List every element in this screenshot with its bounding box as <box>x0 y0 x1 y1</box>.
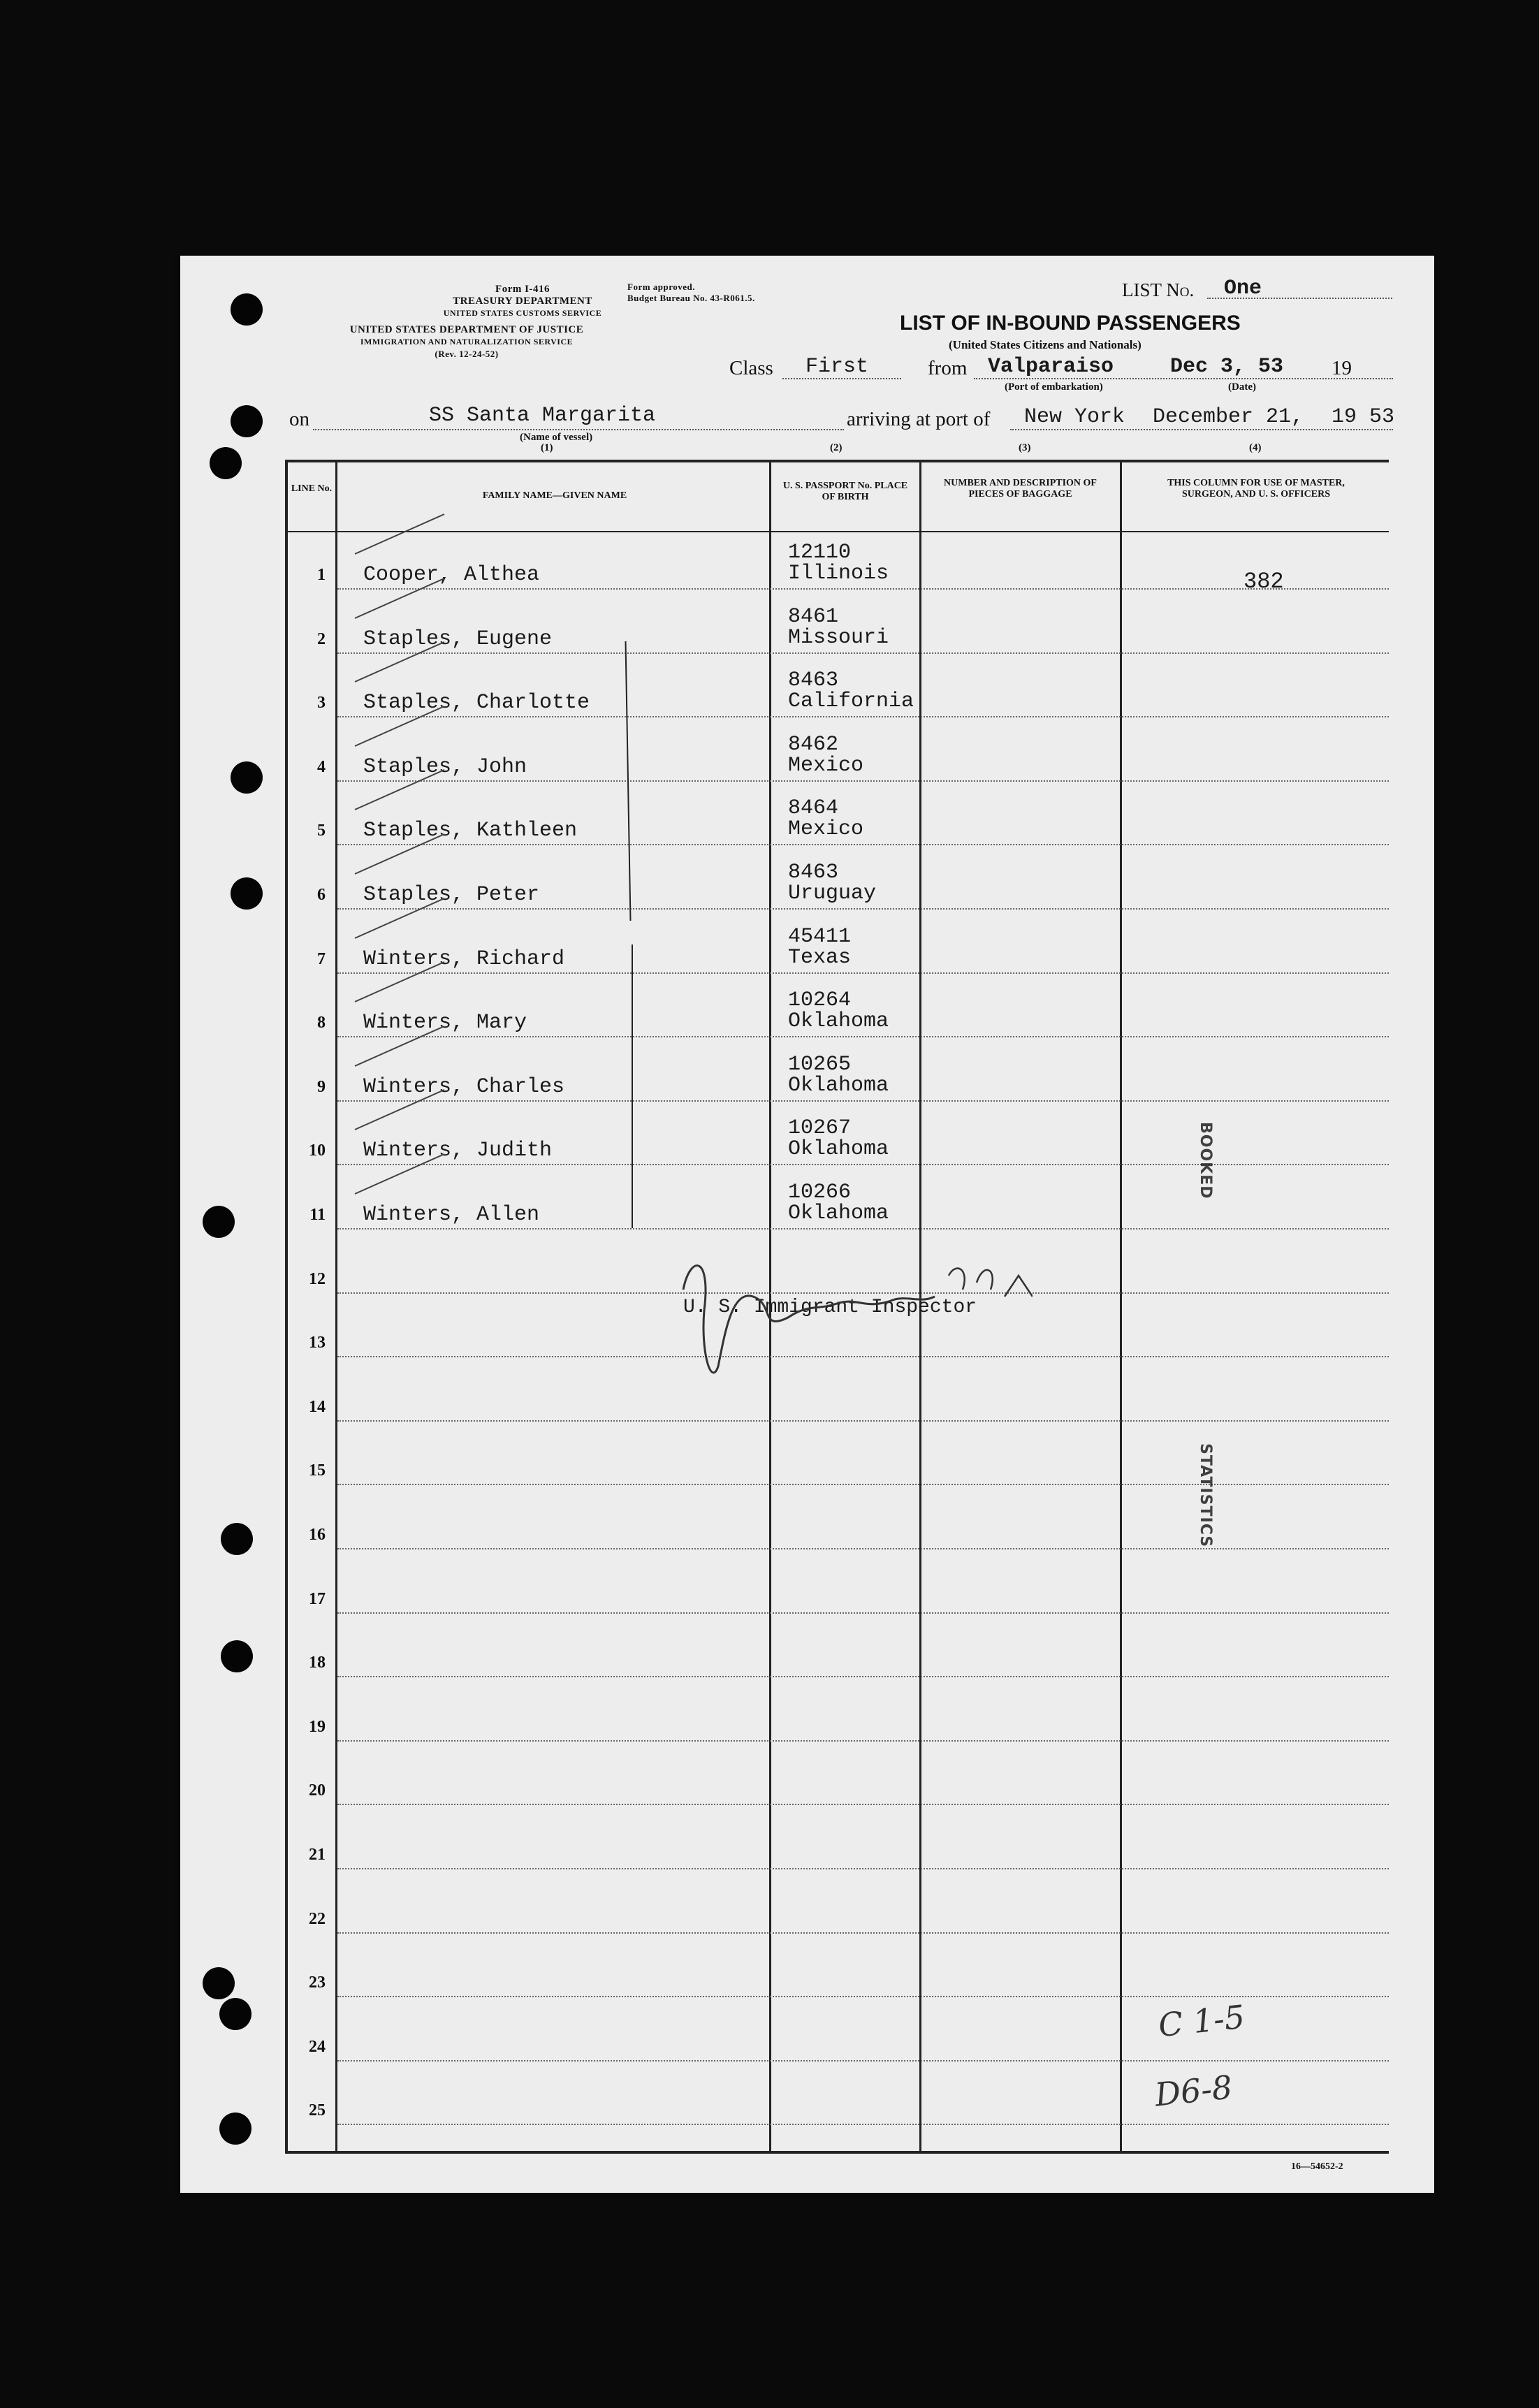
budget-bureau: Budget Bureau No. 43-R061.5. <box>627 293 755 303</box>
family-bracket-winters <box>632 944 633 1228</box>
place-of-birth: Missouri <box>788 626 889 650</box>
row-rule <box>337 1676 1389 1677</box>
passport-number: 8461 <box>788 605 839 629</box>
place-of-birth: Mexico <box>788 817 864 841</box>
passenger-name: Winters, Richard <box>363 947 565 971</box>
line-number: 15 <box>309 1461 326 1480</box>
line-number: 21 <box>309 1846 326 1864</box>
row-rule <box>337 1100 1389 1102</box>
passenger-name: Winters, Mary <box>363 1011 527 1035</box>
handwritten-note-1: C 1-5 <box>1156 1997 1247 2045</box>
line-number: 3 <box>317 694 326 712</box>
table-top-rule <box>285 460 1389 462</box>
passport-number: 10265 <box>788 1053 852 1077</box>
passenger-name: Winters, Charles <box>363 1075 565 1099</box>
col-header-name: FAMILY NAME—GIVEN NAME <box>482 490 627 501</box>
row-rule <box>337 1228 1389 1229</box>
line-number: 4 <box>317 758 326 776</box>
vessel-caption: (Name of vessel) <box>520 432 593 443</box>
passenger-name: Staples, John <box>363 755 527 779</box>
date-caption: (Date) <box>1228 381 1256 393</box>
line-number: 12 <box>309 1270 326 1288</box>
place-of-birth: Oklahoma <box>788 1074 889 1097</box>
row-rule <box>337 1548 1389 1549</box>
page-title: LIST OF IN-BOUND PASSENGERS <box>900 312 1241 335</box>
punch-hole <box>231 405 263 437</box>
col-header-line: LINE No. <box>291 483 333 494</box>
punch-hole <box>203 1967 235 1999</box>
line-number: 24 <box>309 2038 326 2056</box>
passenger-name: Cooper, Althea <box>363 563 540 587</box>
row-rule <box>337 652 1389 654</box>
caption-3: (3) <box>1019 442 1031 453</box>
row-rule <box>337 2060 1389 2062</box>
row-rule <box>337 1036 1389 1037</box>
place-of-birth: Mexico <box>788 754 864 778</box>
col-border-baggage <box>1120 461 1122 2153</box>
line-number: 14 <box>309 1398 326 1416</box>
dept-ins: IMMIGRATION AND NATURALIZATION SERVICE <box>360 337 574 346</box>
col-border-left <box>285 461 288 2153</box>
row-rule <box>337 1164 1389 1165</box>
caption-4: (4) <box>1249 442 1262 453</box>
date-value: Dec 3, 53 <box>1170 355 1284 379</box>
passport-number: 8464 <box>788 796 839 820</box>
list-label: LIST No. <box>1122 279 1195 300</box>
passport-number: 10267 <box>788 1116 852 1140</box>
dept-customs: UNITED STATES CUSTOMS SERVICE <box>443 308 602 318</box>
from-value: Valparaiso <box>988 355 1114 379</box>
punch-hole <box>210 447 242 479</box>
from-label: from <box>928 357 968 379</box>
punch-hole <box>221 1523 253 1555</box>
punch-hole <box>221 1640 253 1672</box>
table-bottom-rule <box>285 2151 1389 2154</box>
row-rule <box>337 2124 1389 2125</box>
row-rule <box>337 908 1389 910</box>
line-number: 10 <box>309 1141 326 1160</box>
form-number: Form I-416 <box>495 284 550 295</box>
dept-treasury: TREASURY DEPARTMENT <box>453 295 592 307</box>
line-number: 5 <box>317 822 326 840</box>
passenger-name: Winters, Allen <box>363 1203 540 1227</box>
passenger-name: Staples, Kathleen <box>363 819 578 842</box>
passport-number: 45411 <box>788 925 852 949</box>
footer-code: 16—54652-2 <box>1291 2161 1343 2172</box>
inspector-signature <box>669 1248 1033 1399</box>
class-label: Class <box>729 357 773 379</box>
row-rule <box>337 972 1389 974</box>
class-value: First <box>805 355 869 379</box>
booked-stamp: BOOKED <box>1197 1122 1214 1199</box>
row-rule <box>337 1420 1389 1422</box>
passport-number: 12110 <box>788 541 852 564</box>
passenger-name: Winters, Judith <box>363 1139 553 1162</box>
caption-1: (1) <box>541 442 553 453</box>
line-number: 25 <box>309 2101 326 2119</box>
passport-number: 10264 <box>788 988 852 1012</box>
col-header-passport: U. S. PASSPORT No. PLACE OF BIRTH <box>782 481 908 502</box>
line-number: 19 <box>309 1718 326 1736</box>
col-header-baggage: NUMBER AND DESCRIPTION OF PIECES OF BAGGAGE <box>944 478 1097 499</box>
form-approved: Form approved. <box>627 282 696 292</box>
list-number: One <box>1224 277 1262 300</box>
passenger-name: Staples, Peter <box>363 883 540 907</box>
passenger-name: Staples, Eugene <box>363 627 553 651</box>
dept-justice: UNITED STATES DEPARTMENT OF JUSTICE <box>349 324 584 335</box>
passport-number: 8463 <box>788 669 839 692</box>
row-rule <box>337 1996 1389 1997</box>
place-of-birth: Oklahoma <box>788 1202 889 1225</box>
inspector-title: U. S. Immigrant Inspector <box>683 1297 977 1318</box>
punch-hole <box>219 1998 251 2030</box>
place-of-birth: Oklahoma <box>788 1137 889 1161</box>
punch-hole <box>231 761 263 794</box>
line-number: 8 <box>317 1014 326 1032</box>
check-mark <box>355 513 445 555</box>
line-number: 2 <box>317 630 326 648</box>
port-caption: (Port of embarkation) <box>1005 381 1103 393</box>
punch-hole <box>231 293 263 326</box>
officer-number: 382 <box>1243 569 1284 594</box>
row-rule <box>337 1932 1389 1934</box>
passport-number: 10266 <box>788 1181 852 1204</box>
row-rule <box>337 1740 1389 1742</box>
row-rule <box>337 1868 1389 1869</box>
revision: (Rev. 12-24-52) <box>435 349 499 359</box>
year-prefix: 19 <box>1332 357 1352 379</box>
col-border-line <box>335 461 337 2153</box>
punch-hole <box>203 1206 235 1238</box>
line-number: 22 <box>309 1910 326 1928</box>
col-header-officers: THIS COLUMN FOR USE OF MASTER, SURGEON, AND U. S. OFFICERS <box>1167 478 1345 499</box>
row-rule <box>337 844 1389 845</box>
page-subtitle: (United States Citizens and Nationals) <box>949 338 1142 351</box>
place-of-birth: Uruguay <box>788 882 877 905</box>
place-of-birth: California <box>788 689 914 713</box>
punch-hole <box>231 877 263 910</box>
line-number: 1 <box>317 566 326 584</box>
passenger-name: Staples, Charlotte <box>363 691 590 715</box>
row-rule <box>337 716 1389 717</box>
statistics-stamp: STATISTICS <box>1197 1443 1214 1548</box>
line-number: 6 <box>317 886 326 904</box>
row-rule <box>337 1804 1389 1805</box>
caption-2: (2) <box>830 442 843 453</box>
line-number: 17 <box>309 1590 326 1608</box>
line-number: 13 <box>309 1334 326 1352</box>
place-of-birth: Oklahoma <box>788 1009 889 1033</box>
arriving-label: arriving at port of <box>847 408 991 430</box>
place-of-birth: Texas <box>788 946 852 970</box>
arrival-year: 19 53 <box>1332 405 1395 429</box>
line-number: 18 <box>309 1654 326 1672</box>
form-sheet <box>180 256 1434 2193</box>
vessel-name: SS Santa Margarita <box>429 404 656 428</box>
on-label: on <box>289 408 309 430</box>
line-number: 9 <box>317 1078 326 1096</box>
handwritten-note-2: D6-8 <box>1153 2068 1234 2114</box>
row-rule <box>337 588 1389 590</box>
line-number: 16 <box>309 1526 326 1544</box>
passport-number: 8462 <box>788 733 839 757</box>
punch-hole <box>219 2113 251 2145</box>
place-of-birth: Illinois <box>788 562 889 585</box>
line-number: 11 <box>309 1206 326 1224</box>
arrival-port: New York <box>1024 405 1125 429</box>
row-rule <box>337 780 1389 782</box>
line-number: 20 <box>309 1781 326 1800</box>
table-header-rule <box>286 531 1389 532</box>
passport-number: 8463 <box>788 861 839 884</box>
row-rule <box>337 1612 1389 1614</box>
line-number: 23 <box>309 1973 326 1992</box>
row-rule <box>337 1484 1389 1485</box>
line-number: 7 <box>317 950 326 968</box>
arrival-date: December 21, <box>1153 405 1304 429</box>
